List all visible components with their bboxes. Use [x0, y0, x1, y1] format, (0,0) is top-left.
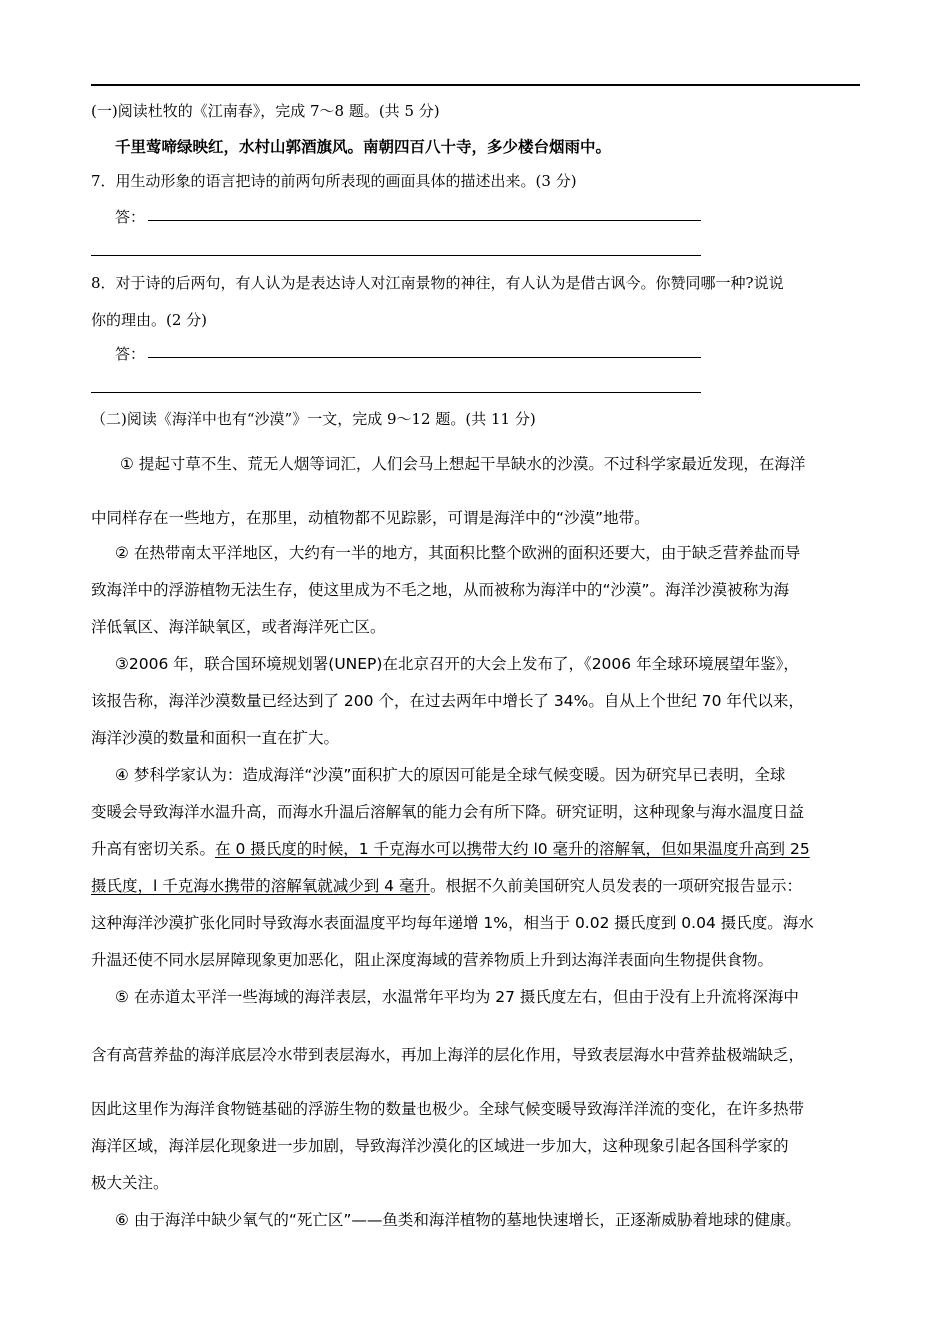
answer-label-8: 答： [115, 345, 146, 363]
paragraph-4-line [91, 874, 802, 896]
paragraph-6: ⑥ 由于海洋中缺少氧气的“死亡区”——鱼类和海洋植物的墓地快速增长，正逐渐威胁着地球的健康。 [115, 1211, 801, 1229]
poem-text: 千里莺啼绿映红，水村山郭酒旗风。南朝四百八十寺，多少楼台烟雨中。 [115, 138, 612, 156]
answer-label-7: 答： [115, 208, 146, 226]
underlined-text: 在 0 摄氏度的时候，1 千克海水可以携带大约 l0 毫升的溶解氧，但如果温度升高到 25 [215, 840, 810, 858]
question-7: 7．用生动形象的语言把诗的前两句所表现的画面具体的描述出来。(3 分) [91, 172, 577, 190]
paragraph-4-line: 这种海洋沙漠扩张化同时导致海水表面温度平均每年递增 1%，相当于 0.02 摄氏度到 0.04 摄氏度。海水 [91, 914, 814, 932]
paragraph-1-line: ① 提起寸草不生、荒无人烟等词汇，人们会马上想起干旱缺水的沙漠。不过科学家最近发现，在海洋 [120, 455, 806, 473]
question-8-line2: 你的理由。(2 分) [91, 311, 208, 329]
paragraph-4-line: 升温还使不同水层屏障现象更加恶化，阻止深度海域的营养物质上升到达海洋表面向生物提供食物。 [91, 951, 774, 969]
paragraph-4-line: 变暖会导致海洋水温升高，而海水升温后溶解氧的能力会有所下降。研究证明，这种现象与海水温度日益 [91, 803, 805, 821]
question-8-line1: 8．对于诗的后两句，有人认为是表达诗人对江南景物的神往，有人认为是借古讽今。你赞同哪一种?说说 [91, 274, 784, 292]
paragraph-4-line: ④ 梦科学家认为：造成海洋“沙漠”面积扩大的原因可能是全球气候变暖。因为研究早已表明，全球 [115, 766, 786, 784]
paragraph-2-line: 致海洋中的浮游植物无法生存，使这里成为不毛之地，从而被称为海洋中的“沙漠”。海洋沙漠被称为海 [91, 581, 790, 599]
paragraph-5-line: 因此这里作为海洋食物链基础的浮游生物的数量也极少。全球气候变暖导致海洋洋流的变化，在许多热带 [91, 1100, 805, 1118]
answer-line [91, 255, 701, 256]
section2-heading: （二)阅读《海洋中也有“沙漠”》一文，完成 9～12 题。(共 11 分) [91, 410, 536, 428]
answer-line [148, 357, 701, 358]
paragraph-5-line: ⑤ 在赤道太平洋一些海域的海洋表层，水温常年平均为 27 摄氏度左右，但由于没有上升流将深海中 [115, 988, 799, 1006]
answer-line [91, 392, 701, 393]
paragraph-3-line: 该报告称，海洋沙漠数量已经达到了 200 个，在过去两年中增长了 34%。自从上个世纪 70 年代以来， [91, 692, 804, 710]
paragraph-3-line: ③2006 年，联合国环境规划署(UNEP)在北京召开的大会上发布了，《2006 年全球环境展望年鉴》， [115, 655, 799, 673]
plain-text: 升高有密切关系。 [91, 840, 216, 858]
paragraph-1-line: 中同样存在一些地方，在那里，动植物都不见踪影，可谓是海洋中的“沙漠”地带。 [91, 509, 650, 527]
paragraph-2-line: ② 在热带南太平洋地区，大约有一半的地方，其面积比整个欧洲的面积还要大，由于缺乏营养盐而导 [115, 544, 801, 562]
underlined-text: 摄氏度，l 千克海水携带的溶解氧就减少到 4 毫升 [91, 877, 430, 895]
paragraph-2-line: 洋低氧区、海洋缺氧区，或者海洋死亡区。 [91, 618, 386, 636]
paragraph-5-line: 含有高营养盐的海洋底层冷水带到表层海水，再加上海洋的层化作用，导致表层海水中营养盐极端缺乏， [91, 1046, 805, 1064]
section1-heading: (一)阅读杜牧的《江南春》，完成 7～8 题。(共 5 分) [91, 102, 440, 120]
answer-line [148, 220, 701, 221]
plain-text: 。根据不久前美国研究人员发表的一项研究报告显示： [429, 877, 802, 895]
paragraph-4-line [91, 837, 810, 859]
top-rule [91, 84, 860, 86]
paragraph-5-line: 极大关注。 [91, 1174, 169, 1192]
paragraph-5-line: 海洋区域，海洋层化现象进一步加剧，导致海洋沙漠化的区域进一步加大，这种现象引起各国科学家的 [91, 1137, 789, 1155]
paragraph-3-line: 海洋沙漠的数量和面积一直在扩大。 [91, 729, 340, 747]
